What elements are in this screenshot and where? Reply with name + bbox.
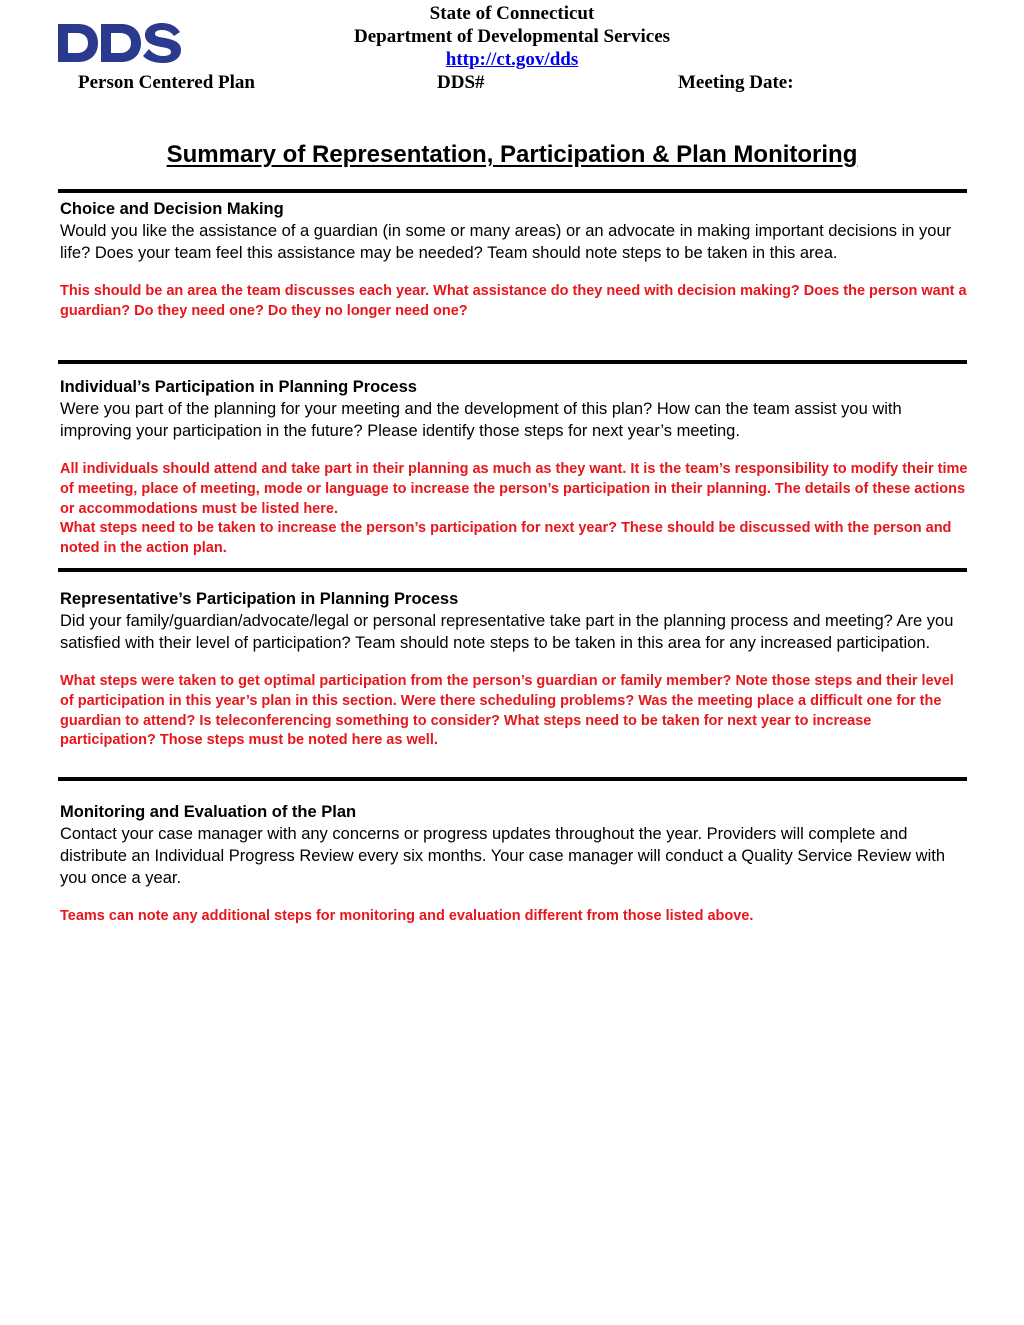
page-title: Summary of Representation, Participation & Plan Monitoring xyxy=(166,141,858,168)
section-heading: Individual’s Participation in Planning Process xyxy=(60,378,417,396)
section-divider xyxy=(58,568,967,572)
section-body: Were you part of the planning for your meeting and the development of this plan? How can the team assist you with improving your participation in the future? Please identify those steps for next year’s meeting. xyxy=(60,400,902,440)
section-heading: Choice and Decision Making xyxy=(60,200,284,218)
section-guidance-note: This should be an area the team discusses each year. What assistance do they need with decision making? Does the person want a guardian? Do they need one? Do they no longer need one? xyxy=(60,283,967,319)
section-guidance-note: What steps were taken to get optimal participation from the person’s guardian or family member? Note those steps and their level of participation in this year’s plan in this section. Were there scheduling problems? Was the meeting place a difficult one for the guardian to attend? Is teleconferencing something to consider? What steps need to be taken for next year to increase participation? Those steps must be noted here as well. xyxy=(60,673,954,749)
section-heading: Monitoring and Evaluation of the Plan xyxy=(60,803,357,821)
section-body: Did your family/guardian/advocate/legal or personal representative take part in the planning process and meeting? Are you satisfied with their level of participation? Team should note steps to be taken in this area for any increased participation. xyxy=(60,612,954,652)
section-choice-decision-making xyxy=(60,198,970,322)
section-guidance-note: All individuals should attend and take part in their planning as much as they want. It is the team’s responsibility to modify their time of meeting, place of meeting, mode or language to increase the person’s participation in their planning. The details of these actions or accommodations must be listed here. xyxy=(60,461,968,517)
section-monitoring-evaluation xyxy=(60,801,970,927)
section-representative-participation xyxy=(60,588,970,751)
section-guidance-note-2: What steps need to be taken to increase the person’s participation for next year? These should be discussed with the person and noted in the action plan. xyxy=(60,520,952,557)
section-body: Would you like the assistance of a guardian (in some or many areas) or an advocate in making important decisions in your life? Does your team feel this assistance may be needed? Team should note steps to be taken in this area. xyxy=(60,222,952,262)
section-divider xyxy=(58,360,967,364)
section-guidance-note: Teams can note any additional steps for monitoring and evaluation different from those listed above. xyxy=(60,908,754,924)
section-divider xyxy=(58,189,967,193)
meeting-date-label: Meeting Date: xyxy=(678,72,794,93)
dds-number-label: DDS# xyxy=(437,72,485,93)
section-divider xyxy=(58,777,967,781)
section-body: Contact your case manager with any concerns or progress updates throughout the year. Providers will complete and distribute an Individual Progress Review every six months. Your case manager will conduct a Quality Service Review with you once a year. xyxy=(60,825,945,887)
agency-state: State of Connecticut xyxy=(429,3,595,24)
section-individual-participation xyxy=(60,376,970,559)
section-heading: Representative’s Participation in Planning Process xyxy=(60,590,459,608)
plan-type-label: Person Centered Plan xyxy=(78,72,255,93)
agency-department: Department of Developmental Services xyxy=(353,26,671,47)
agency-website-link[interactable]: http://ct.gov/dds xyxy=(445,49,579,70)
